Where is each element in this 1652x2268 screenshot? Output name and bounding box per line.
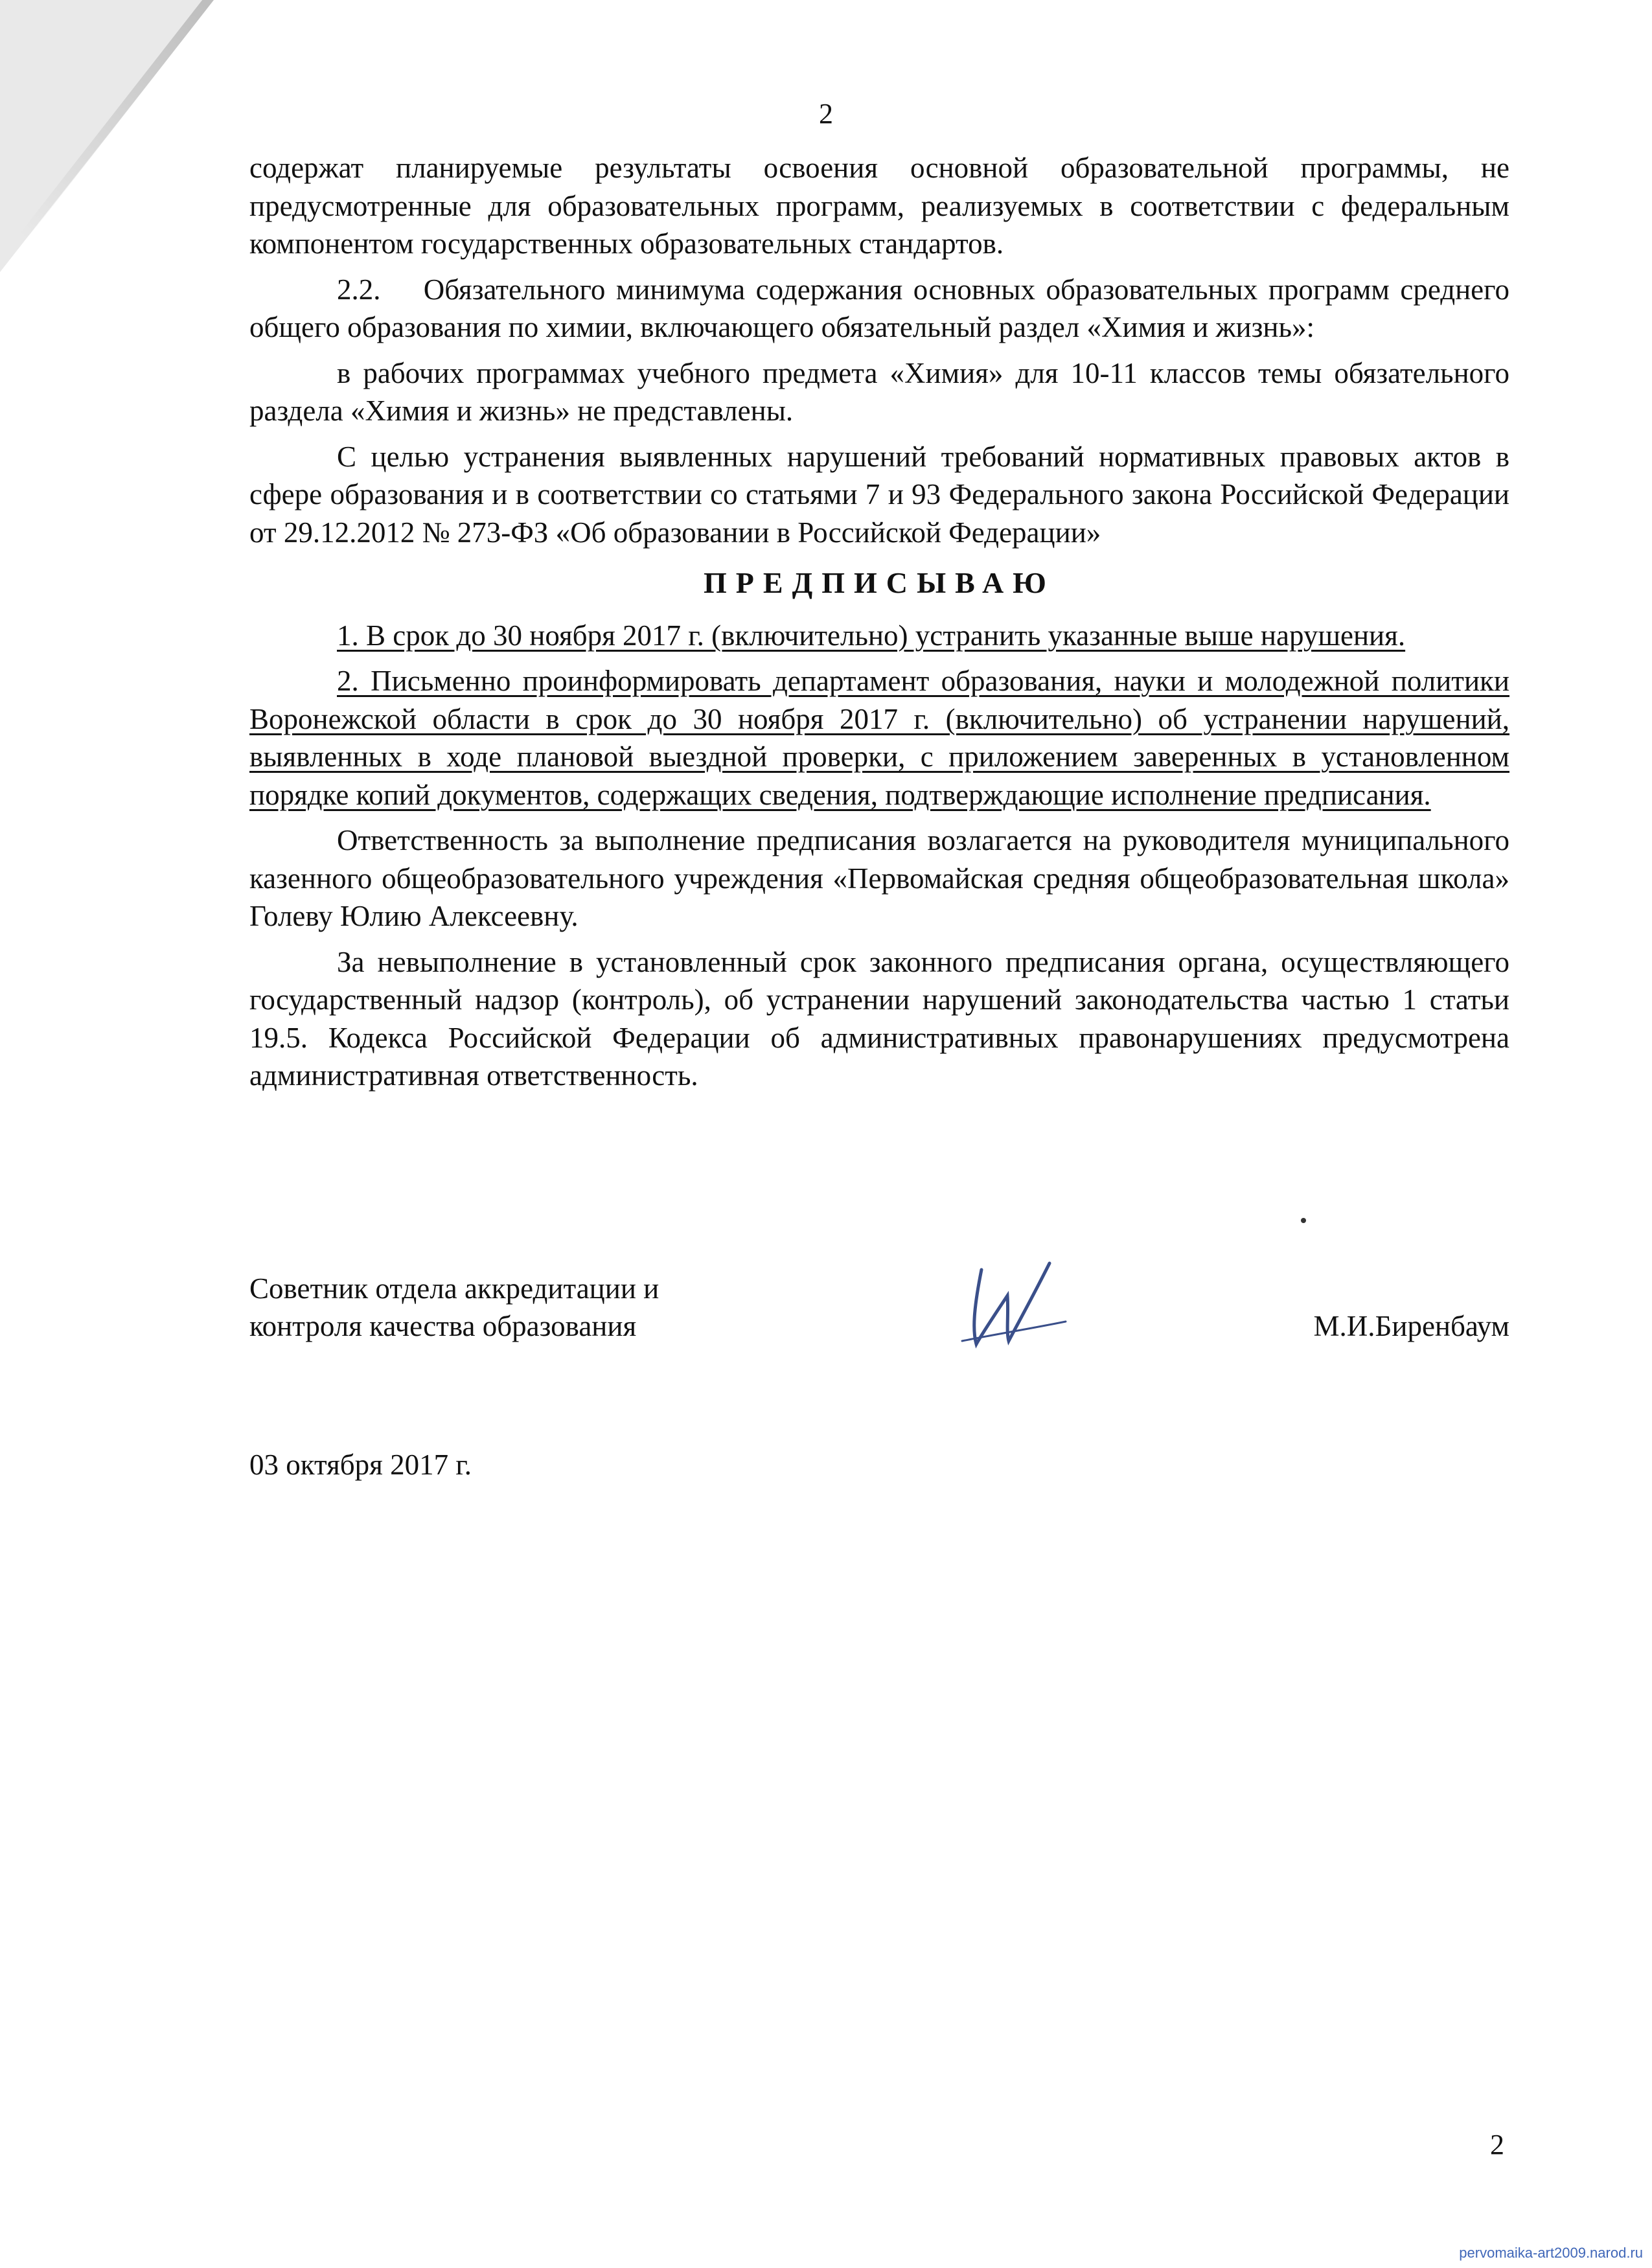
page-number-top: 2 bbox=[819, 98, 833, 130]
paragraph-purpose: С целью устранения выявленных нарушений требований нормативных правовых актов в сфере образования и в соответствии со статьями 7 и 93 Федерального закона Российской Федерации от 29.12.2012 № 273-ФЗ «Об образовании в Российской Федерации» bbox=[249, 440, 1509, 549]
paragraph-minimum-content: 2.2. Обязательного минимума содержания основных образовательных программ среднего общего образования по химии, включающего обязательный раздел «Химия и жизнь»: bbox=[249, 273, 1509, 343]
signature-block bbox=[249, 1270, 1509, 1345]
signer-name: М.И.Биренбаум bbox=[1313, 1310, 1509, 1342]
paragraph-continuation: содержат планируемые результаты освоения основной образовательной программы, не предусмотренные для образовательных программ, реализуемых в соответствии с федеральным компонентом государственных образовательных стандартов. bbox=[249, 152, 1509, 260]
order-item-1 bbox=[249, 617, 1509, 655]
order-item-2 bbox=[249, 662, 1509, 814]
document-body bbox=[249, 149, 1509, 1095]
page-number-bottom: 2 bbox=[1490, 2129, 1504, 2160]
order-title: ПРЕДПИСЫВАЮ bbox=[704, 566, 1055, 599]
ink-dot bbox=[1301, 1218, 1306, 1223]
signer-position-line-2: контроля качества образования bbox=[249, 1310, 637, 1342]
order-item-1-text: 1. В срок до 30 ноября 2017 г. (включительно) устранить указанные выше нарушения. bbox=[337, 619, 1406, 652]
signer-position-line-1: Советник отдела аккредитации и bbox=[249, 1272, 660, 1305]
paragraph-chemistry-programs: в рабочих программах учебного предмета «Химия» для 10-11 классов темы обязательного раздела «Химия и жизнь» не представлены. bbox=[249, 356, 1509, 427]
paragraph-responsibility: Ответственность за выполнение предписания возлагается на руководителя муниципального казенного общеобразовательного учреждения «Первомайская средняя общеобразовательная школа» Голеву Юлию Алексеевну. bbox=[249, 824, 1509, 932]
order-item-2-text: 2. Письменно проинформировать департамент образования, науки и молодежной политики Воронежской области в срок до 30 ноября 2017 г. (включительно) об устранении нарушений, выявленных в ходе плановой выездной проверки, с приложением заверенных в установленном порядке копий документов, содержащих сведения, подтверждающие исполнение предписания. bbox=[249, 665, 1509, 811]
paragraph-liability: За невыполнение в установленный срок законного предписания органа, осуществляющего государственный надзор (контроль), об устранении нарушений законодательства частью 1 статьи 19.5. Кодекса Российской Федерации об административных правонарушениях предусмотрена административная ответственность. bbox=[249, 945, 1509, 1092]
handwritten-signature-icon bbox=[936, 1257, 1079, 1354]
document-date: 03 октября 2017 г. bbox=[249, 1449, 472, 1481]
site-watermark: pervomaika-art2009.narod.ru bbox=[1459, 2245, 1643, 2261]
